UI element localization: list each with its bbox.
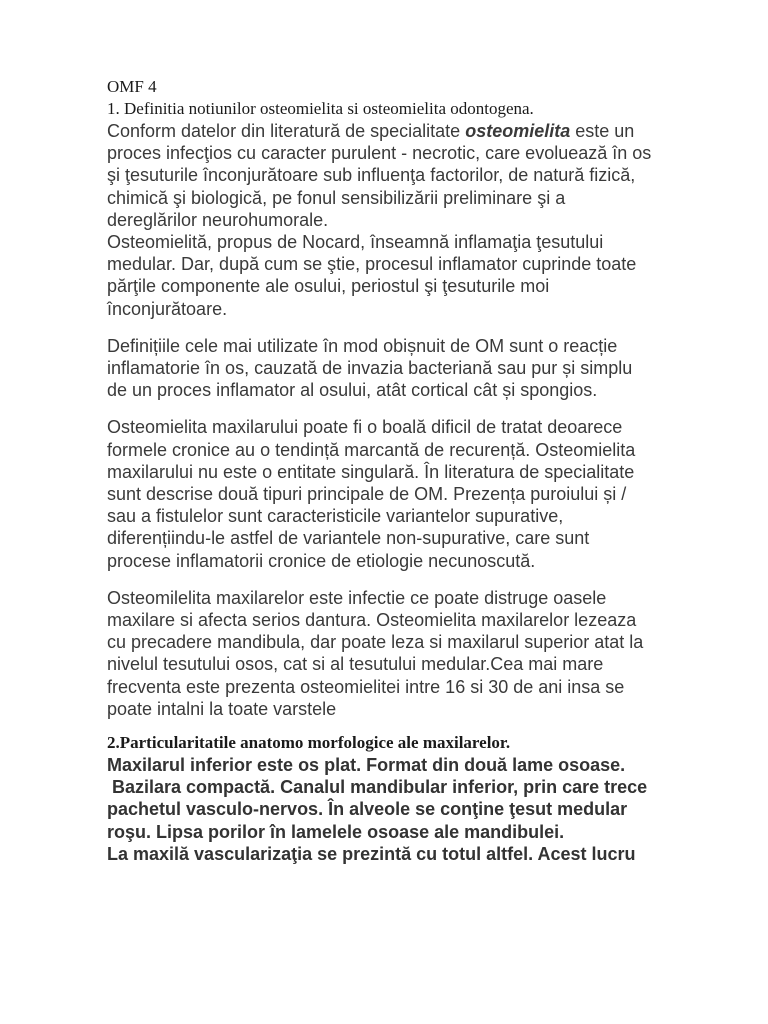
text-line: frecventa este prezenta osteomielitei intre 16 si 30 de ani insa se bbox=[107, 676, 625, 697]
text-line: Osteomilelita maxilarelor este infectie ce poate distruge oasele bbox=[107, 587, 607, 608]
paragraph-1-line-4: chimică şi biologică, pe fonul sensibilizării preliminare şi a bbox=[107, 187, 566, 208]
paragraph-spacer bbox=[107, 720, 747, 732]
paragraph-3 bbox=[107, 335, 747, 402]
text-line: de un proces inflamator al osului, atât cortical cât și spongios. bbox=[107, 380, 598, 401]
document-title: OMF 4 bbox=[107, 77, 157, 96]
paragraph-1-line-5: dereglărilor neurohumorale. bbox=[107, 209, 329, 230]
text-line: părţile componente ale osului, periostul şi ţesuturile moi bbox=[107, 276, 550, 297]
paragraph-1 bbox=[107, 120, 747, 231]
text-line: inflamatorie în os, cauzată de invazia bacteriană sau pur și simplu bbox=[107, 358, 633, 379]
paragraph-spacer bbox=[107, 401, 747, 416]
section-1-heading: 1. Definitia notiunilor osteomielita si osteomielita odontogena. bbox=[107, 99, 534, 118]
paragraph-1-line-1 bbox=[107, 120, 747, 142]
text-line: pachetul vasculo-nervos. În alveole se conţine ţesut medular bbox=[107, 799, 628, 820]
paragraph-1-text: este un bbox=[570, 121, 635, 141]
text-line: poate intalni la toate varstele bbox=[107, 698, 337, 719]
text-line: maxilare si afecta serios dantura. Osteomielita maxilarelor lezeaza bbox=[107, 610, 637, 631]
emphasis-term: osteomielita bbox=[465, 121, 571, 141]
text-line: Definițiile cele mai utilizate în mod obișnuit de OM sunt o reacție bbox=[107, 335, 618, 356]
paragraph-1-line-2: proces infecţios cu caracter purulent - necrotic, care evoluează în os bbox=[107, 143, 652, 164]
text-line: sunt descrise două tipuri principale de OM. Prezența puroiului și / bbox=[107, 484, 627, 505]
text-line: procese inflamatorii cronice de etiologie necunoscută. bbox=[107, 550, 536, 571]
paragraph-2 bbox=[107, 231, 747, 320]
text-line: cu precadere mandibula, dar poate leza si maxilarul superior atat la bbox=[107, 632, 644, 653]
text-line: nivelul tesutului osos, cat si al tesutului medular.Cea mai mare bbox=[107, 654, 604, 675]
text-line: Bazilara compactă. Canalul mandibular inferior, prin care trece bbox=[107, 777, 648, 798]
text-line: medular. Dar, după cum se ştie, procesul inflamator cuprinde toate bbox=[107, 254, 637, 275]
text-line: roşu. Lipsa porilor în lamelele osoase ale mandibulei. bbox=[107, 821, 565, 842]
text-line: Maxilarul inferior este os plat. Format din două lame osoase. bbox=[107, 755, 626, 776]
text-line: înconjurătoare. bbox=[107, 298, 228, 319]
text-line: sau a fistulelor sunt caracteristicile variantelor supurative, bbox=[107, 506, 564, 527]
text-line: Osteomielită, propus de Nocard, înseamnă inflamaţia ţesutului bbox=[107, 232, 604, 253]
paragraph-1-text: Conform datelor din literatură de specialitate bbox=[107, 121, 466, 141]
text-line: formele cronice au o tendință marcantă de recurență. Osteomielita bbox=[107, 439, 636, 460]
text-line: diferențiindu-le astfel de variantele non-supurative, care sunt bbox=[107, 528, 590, 549]
paragraph-5 bbox=[107, 587, 747, 720]
paragraph-6 bbox=[107, 754, 747, 865]
section-2-heading: 2.Particularitatile anatomo morfologice ale maxilarelor. bbox=[107, 733, 511, 753]
paragraph-spacer bbox=[107, 320, 747, 335]
paragraph-1-line-3: şi ţesuturile înconjurătoare sub influenţa factorilor, de natură fizică, bbox=[107, 165, 636, 186]
paragraph-4 bbox=[107, 416, 747, 571]
text-line: La maxilă vascularizaţia se prezintă cu totul altfel. Acest lucru bbox=[107, 843, 636, 864]
paragraph-spacer bbox=[107, 572, 747, 587]
text-line: Osteomielita maxilarului poate fi o boală dificil de tratat deoarece bbox=[107, 417, 623, 438]
document-page bbox=[107, 76, 747, 865]
text-line: maxilarului nu este o entitate singulară. În literatura de specialitate bbox=[107, 461, 635, 482]
